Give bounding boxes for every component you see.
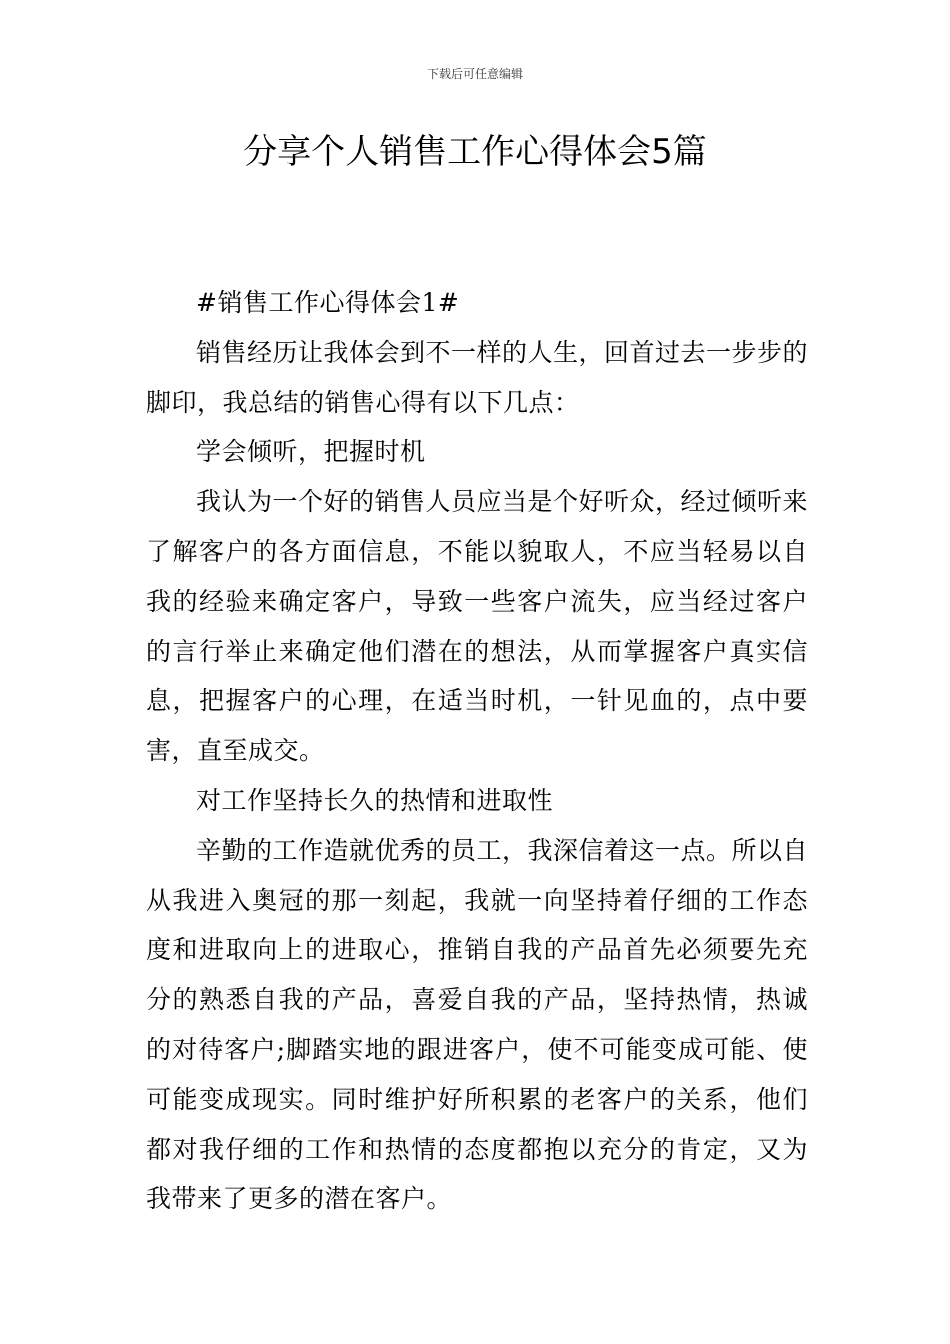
paragraph-enthusiasm: 辛勤的工作造就优秀的员工，我深信着这一点。所以自从我进入奥冠的那一刻起，我就一向坚持着仔细的工作态度和进取向上的进取心，推销自我的产品首先必须要先充分的熟悉自我的产品，喜爱自我的产品，坚持热情，热诚的对待客户;脚踏实地的跟进客户，使不可能变成可能、使可能变成现实。同时维护好所积累的老客户的关系，他们都对我仔细的工作和热情的态度都抱以充分的肯定，又为我带来了更多的潜在客户。 <box>146 835 809 1214</box>
header-note: 下载后可任意编辑 <box>426 67 523 81</box>
paragraph-listen: 我认为一个好的销售人员应当是个好听众，经过倾听来了解客户的各方面信息，不能以貌取人，不应当轻易以自我的经验来确定客户，导致一些客户流失，应当经过客户的言行举止来确定他们潜在的想法，从而掌握客户真实信息，把握客户的心理，在适当时机，一针见血的，点中要害，直至成交。 <box>146 487 809 766</box>
document-title: 分享个人销售工作心得体会5篇 <box>243 132 707 172</box>
section-heading-1: #销售工作心得体会1# <box>196 288 460 317</box>
subheading-enthusiasm: 对工作坚持长久的热情和进取性 <box>196 785 554 815</box>
document-body <box>146 278 808 1224</box>
paragraph-intro: 销售经历让我体会到不一样的人生，回首过去一步步的脚印，我总结的销售心得有以下几点： <box>146 337 809 417</box>
subheading-listen: 学会倾听，把握时机 <box>196 437 426 467</box>
